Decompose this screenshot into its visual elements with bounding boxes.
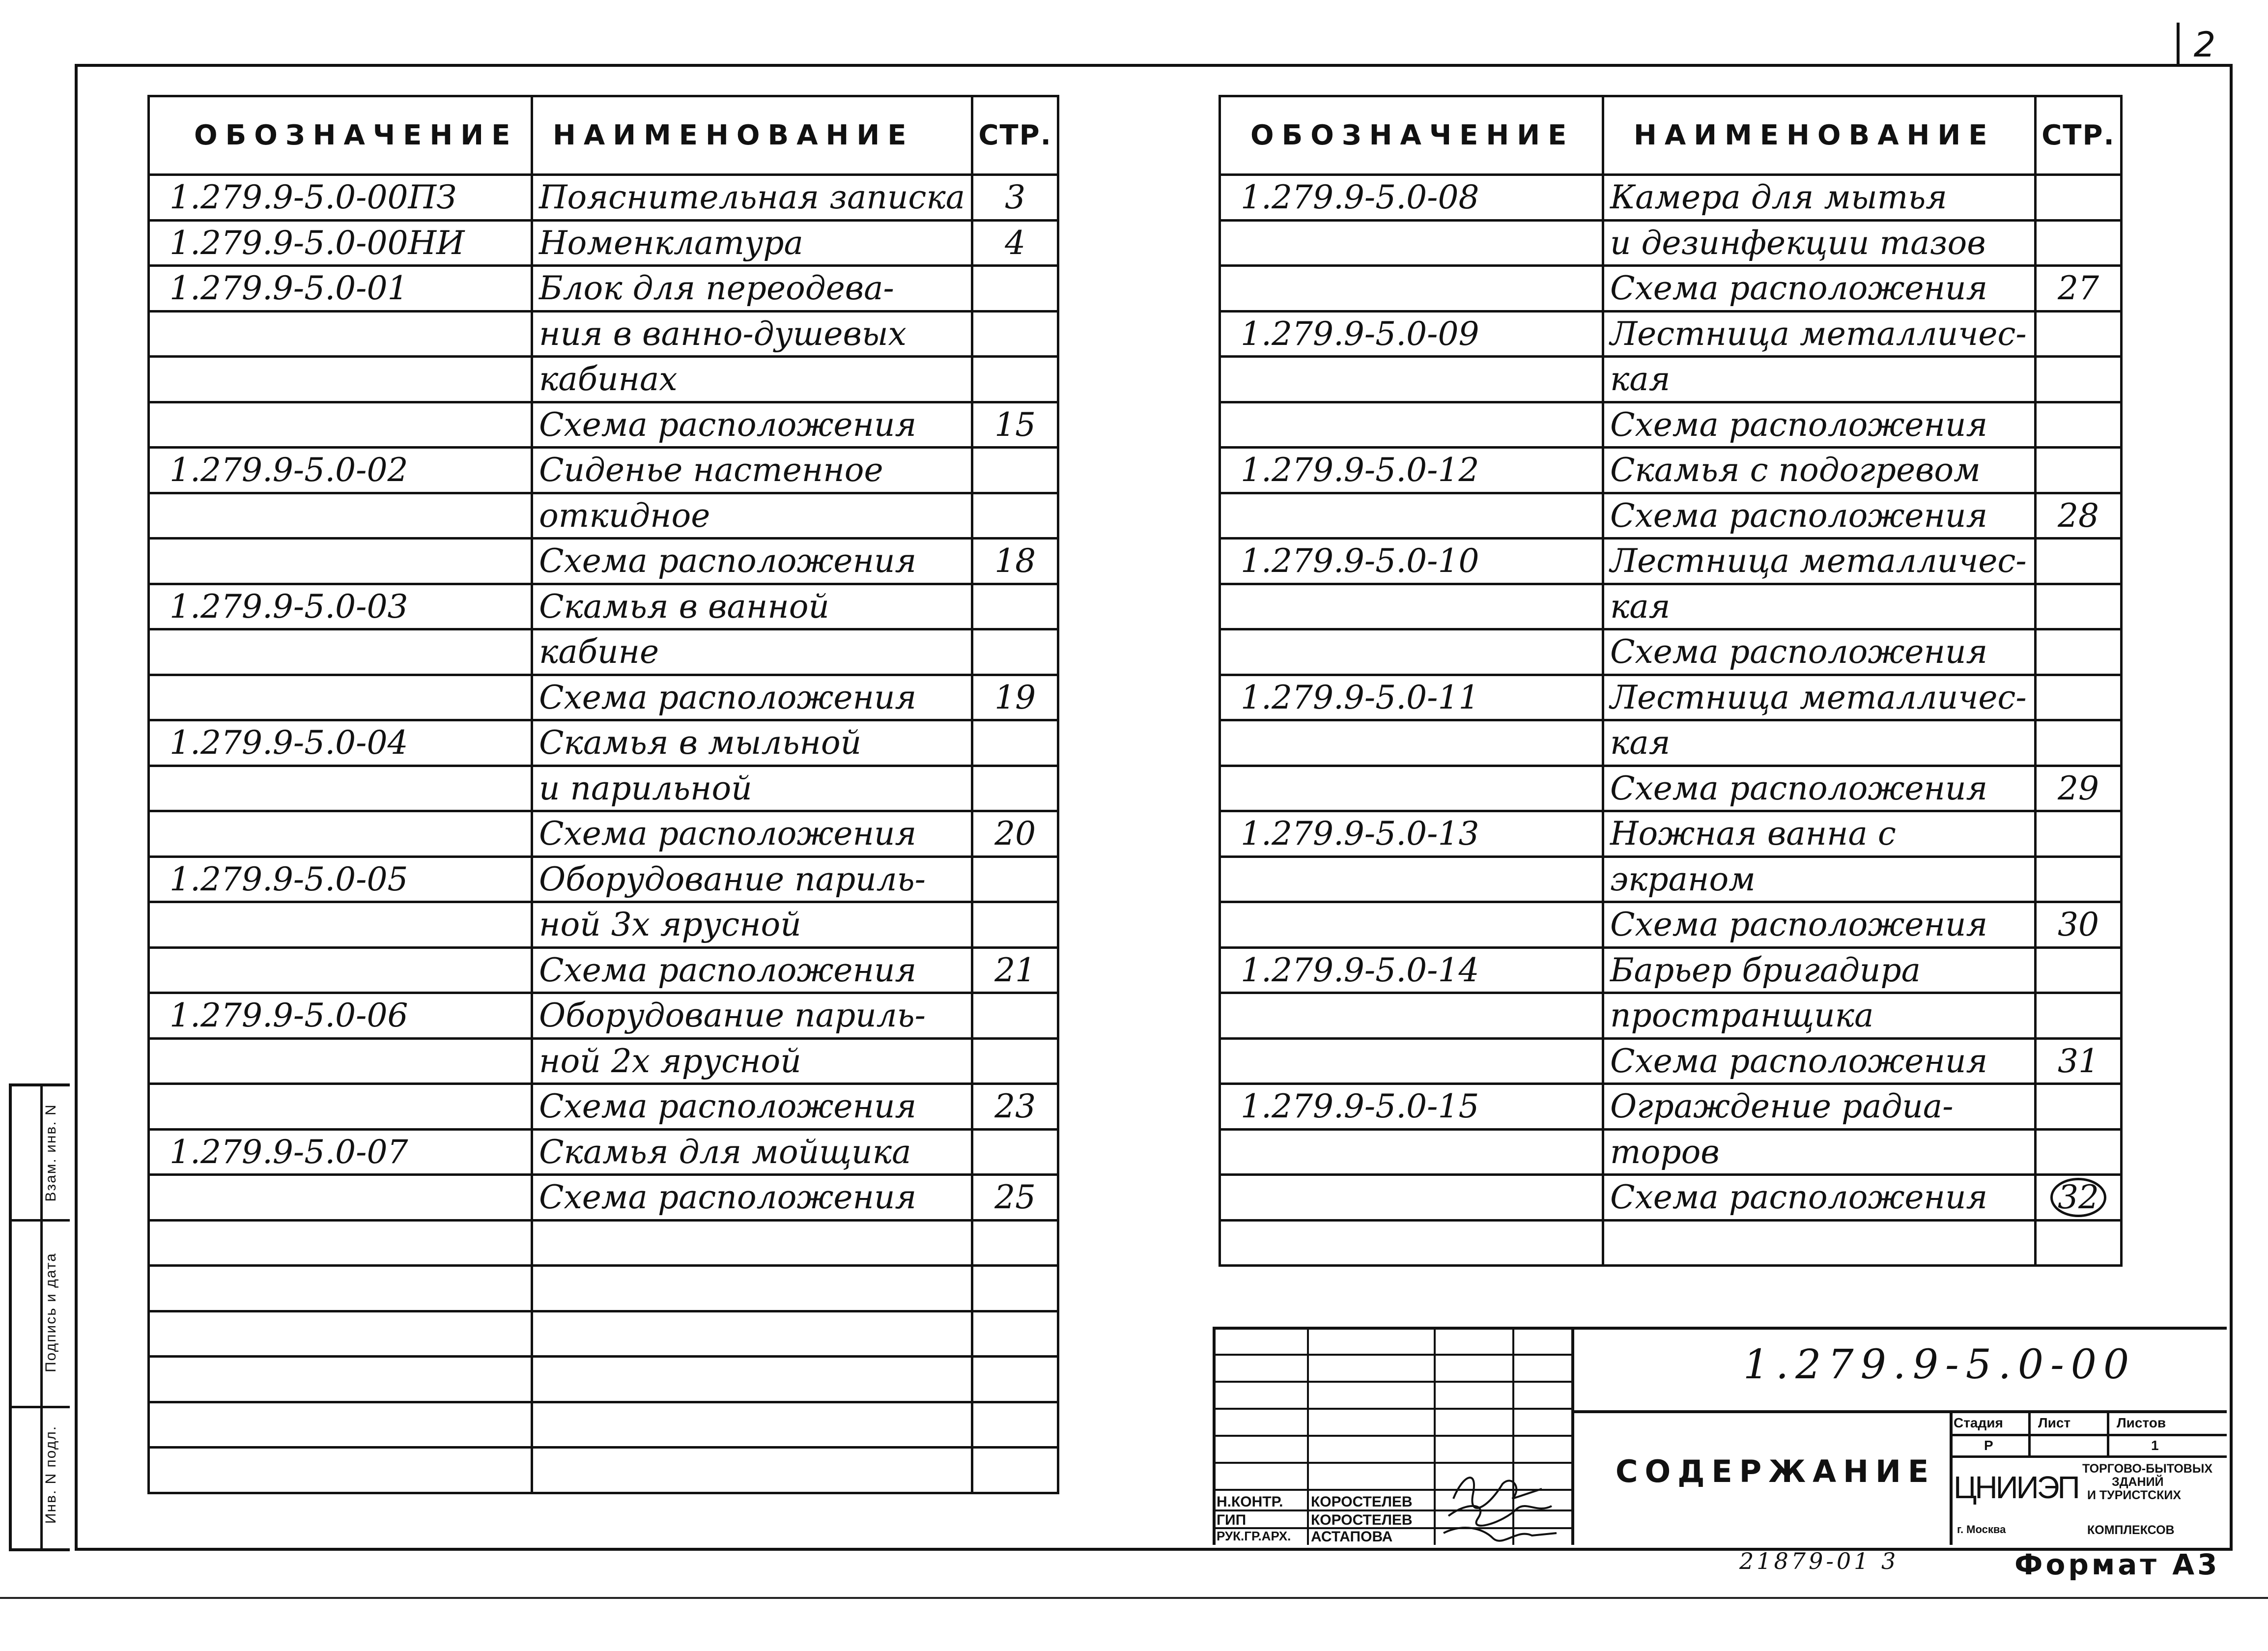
- table-row: [1220, 311, 2122, 357]
- sheet-value: 1: [2151, 1438, 2159, 1453]
- page-cell: [2036, 539, 2122, 584]
- bottom-rule: [0, 1597, 2268, 1599]
- designation-cell: 1.279.9-5.0-06: [149, 993, 532, 1039]
- name-cell: Ограждение радиа-: [1603, 1084, 2036, 1130]
- page-cell: [972, 1448, 1058, 1493]
- designation-cell: [1220, 220, 1603, 266]
- designation-cell: 1.279.9-5.0-09: [1220, 311, 1603, 357]
- designation-cell: [1220, 1038, 1603, 1084]
- designation-cell: [149, 1311, 532, 1357]
- name-cell: кая: [1603, 357, 2036, 402]
- org-desc-4: КОМПЛЕКСОВ: [2087, 1523, 2175, 1537]
- name-cell: кая: [1603, 584, 2036, 629]
- page-cell: [972, 357, 1058, 402]
- designation-cell: [1220, 1129, 1603, 1175]
- page-cell: [2036, 448, 2122, 493]
- table-row: [1220, 1038, 2122, 1084]
- table-row: [149, 1402, 1058, 1448]
- name-cell: кабине: [532, 629, 972, 675]
- name-cell: Номенклатура: [532, 220, 972, 266]
- designation-cell: [1220, 402, 1603, 448]
- table-row: [149, 766, 1058, 811]
- page-cell: 25: [972, 1175, 1058, 1221]
- page-cell: [2036, 675, 2122, 720]
- designation-cell: [1220, 856, 1603, 902]
- table-row: [149, 856, 1058, 902]
- table-row: [149, 1266, 1058, 1311]
- paper-format: Формат А3: [2014, 1548, 2220, 1581]
- name-cell: Камера для мытья: [1603, 175, 2036, 221]
- page-cell: 15: [972, 402, 1058, 448]
- page-cell: 30: [2036, 902, 2122, 948]
- name-cell: Оборудование париль-: [532, 993, 972, 1039]
- table-row: [1220, 402, 2122, 448]
- page-cell: [2036, 811, 2122, 857]
- page-cell: [972, 1357, 1058, 1402]
- side-strip: [9, 1083, 70, 1551]
- page-cell: 23: [972, 1084, 1058, 1130]
- name-cell: [532, 1402, 972, 1448]
- name-cell: Схема расположения: [532, 1084, 972, 1130]
- table-row: [1220, 1084, 2122, 1130]
- designation-cell: [149, 1357, 532, 1402]
- page-cell: [2036, 1220, 2122, 1266]
- designation-cell: 1.279.9-5.0-13: [1220, 811, 1603, 857]
- sig-role-2: ГИП: [1217, 1512, 1247, 1528]
- table-header-row: [149, 96, 1058, 175]
- designation-cell: 1.279.9-5.0-00ПЗ: [149, 175, 532, 221]
- page-cell: [2036, 629, 2122, 675]
- table-row: [149, 493, 1058, 539]
- name-cell: Схема расположения: [1603, 766, 2036, 811]
- table-row: [1220, 539, 2122, 584]
- table-row: [149, 1357, 1058, 1402]
- name-cell: Схема расположения: [1603, 1038, 2036, 1084]
- page-cell: 31: [2036, 1038, 2122, 1084]
- designation-cell: 1.279.9-5.0-08: [1220, 175, 1603, 221]
- designation-cell: [149, 1175, 532, 1221]
- page-cell: 27: [2036, 266, 2122, 312]
- page-cell: [972, 902, 1058, 948]
- name-cell: ной 2х ярусной: [532, 1038, 972, 1084]
- name-cell: Лестница металличес-: [1603, 539, 2036, 584]
- sig-name-1: КОРОСТЕЛЕВ: [1311, 1494, 1413, 1510]
- designation-cell: [1220, 902, 1603, 948]
- designation-cell: [149, 1448, 532, 1493]
- designation-cell: [1220, 993, 1603, 1039]
- name-cell: Лестница металличес-: [1603, 675, 2036, 720]
- name-cell: Схема расположения: [532, 402, 972, 448]
- name-cell: Ножная ванна с: [1603, 811, 2036, 857]
- page-cell: [2036, 220, 2122, 266]
- name-cell: торов: [1603, 1129, 2036, 1175]
- designation-cell: [1220, 766, 1603, 811]
- page-cell: [972, 720, 1058, 766]
- name-cell: [532, 1357, 972, 1402]
- designation-cell: [149, 357, 532, 402]
- designation-cell: [149, 539, 532, 584]
- name-cell: Лестница металличес-: [1603, 311, 2036, 357]
- org-city: г. Москва: [1957, 1523, 2006, 1536]
- handwritten-signatures: [1434, 1454, 1571, 1545]
- table-row: [149, 811, 1058, 857]
- table-row: [149, 1084, 1058, 1130]
- page-cell: [972, 993, 1058, 1039]
- archive-code: 21879-01 3: [1739, 1548, 1899, 1574]
- table-row: [1220, 1220, 2122, 1266]
- page-cell: [2036, 584, 2122, 629]
- table-row: [149, 311, 1058, 357]
- strip-signature-date-text: Подпись и дата: [43, 1252, 59, 1372]
- header-name: НАИМЕНОВАНИЕ: [532, 96, 972, 175]
- page-cell: [972, 856, 1058, 902]
- name-cell: [532, 1266, 972, 1311]
- table-row: [149, 220, 1058, 266]
- table-row: [1220, 766, 2122, 811]
- page-cell: [972, 493, 1058, 539]
- designation-cell: [1220, 493, 1603, 539]
- table-row: [1220, 266, 2122, 312]
- table-row: [1220, 720, 2122, 766]
- page-cell: 20: [972, 811, 1058, 857]
- document-title: СОДЕРЖАНИЕ: [1616, 1453, 1936, 1489]
- table-row: [149, 402, 1058, 448]
- designation-cell: 1.279.9-5.0-11: [1220, 675, 1603, 720]
- name-cell: Схема расположения: [1603, 1175, 2036, 1221]
- page-cell: [2036, 1175, 2122, 1221]
- name-cell: кабинах: [532, 357, 972, 402]
- page-cell: [2036, 311, 2122, 357]
- header-page: СТР.: [2036, 96, 2122, 175]
- page-cell: 29: [2036, 766, 2122, 811]
- name-cell: Схема расположения: [532, 947, 972, 993]
- designation-cell: [149, 902, 532, 948]
- name-cell: Схема расположения: [532, 1175, 972, 1221]
- table-header-row: [1220, 96, 2122, 175]
- table-row: [149, 1175, 1058, 1221]
- table-row: [149, 1311, 1058, 1357]
- sig-name-3: АСТАПОВА: [1311, 1529, 1393, 1545]
- name-cell: экраном: [1603, 856, 2036, 902]
- header-name: НАИМЕНОВАНИЕ: [1603, 96, 2036, 175]
- right-contents-table: [1219, 95, 2123, 1267]
- org-desc-2: ЗДАНИЙ: [2112, 1475, 2164, 1489]
- designation-cell: 1.279.9-5.0-10: [1220, 539, 1603, 584]
- sheet-label: Лист: [2038, 1415, 2071, 1430]
- table-row: [149, 993, 1058, 1039]
- name-cell: Схема расположения: [532, 675, 972, 720]
- name-cell: Скамья в ванной: [532, 584, 972, 629]
- designation-cell: 1.279.9-5.0-01: [149, 266, 532, 312]
- table-row: [1220, 357, 2122, 402]
- designation-cell: [149, 1402, 532, 1448]
- left-contents-table: [147, 95, 1059, 1494]
- name-cell: ния в ванно-душевых: [532, 311, 972, 357]
- page-cell: [972, 1129, 1058, 1175]
- table-row: [1220, 902, 2122, 948]
- designation-cell: 1.279.9-5.0-15: [1220, 1084, 1603, 1130]
- page-cell: [2036, 357, 2122, 402]
- designation-cell: [149, 311, 532, 357]
- name-cell: Скамья для мойщика: [532, 1129, 972, 1175]
- table-row: [149, 947, 1058, 993]
- sheets-label: Листов: [2117, 1415, 2166, 1430]
- designation-cell: [149, 766, 532, 811]
- name-cell: пространщика: [1603, 993, 2036, 1039]
- page-cell: [972, 448, 1058, 493]
- table-row: [1220, 1129, 2122, 1175]
- strip-inv-no: [12, 1406, 70, 1543]
- name-cell: и парильной: [532, 766, 972, 811]
- table-row: [149, 1129, 1058, 1175]
- page-cell: [972, 1311, 1058, 1357]
- header-page: СТР.: [972, 96, 1058, 175]
- designation-cell: 1.279.9-5.0-04: [149, 720, 532, 766]
- designation-cell: 1.279.9-5.0-02: [149, 448, 532, 493]
- table-row: [149, 448, 1058, 493]
- name-cell: [1603, 1220, 2036, 1266]
- table-row: [1220, 448, 2122, 493]
- designation-cell: [1220, 357, 1603, 402]
- page-cell: [2036, 993, 2122, 1039]
- page-cell: [972, 311, 1058, 357]
- designation-cell: 1.279.9-5.0-12: [1220, 448, 1603, 493]
- designation-cell: [1220, 720, 1603, 766]
- designation-cell: 1.279.9-5.0-03: [149, 584, 532, 629]
- table-row: [1220, 675, 2122, 720]
- sheet-number: [2177, 23, 2230, 67]
- page-cell: [2036, 175, 2122, 221]
- table-row: [1220, 629, 2122, 675]
- sig-name-2: КОРОСТЕЛЕВ: [1311, 1512, 1413, 1528]
- sig-role-3: РУК.ГР.АРХ.: [1217, 1529, 1291, 1543]
- designation-cell: [1220, 266, 1603, 312]
- designation-cell: [149, 402, 532, 448]
- name-cell: Схема расположения: [532, 811, 972, 857]
- name-cell: Оборудование париль-: [532, 856, 972, 902]
- name-cell: Сиденье настенное: [532, 448, 972, 493]
- name-cell: Схема расположения: [1603, 402, 2036, 448]
- table-row: [149, 1448, 1058, 1493]
- page-cell: 21: [972, 947, 1058, 993]
- designation-cell: [149, 1220, 532, 1266]
- designation-cell: 1.279.9-5.0-14: [1220, 947, 1603, 993]
- name-cell: Барьер бригадира: [1603, 947, 2036, 993]
- name-cell: [532, 1220, 972, 1266]
- strip-inv-no-text: Инв. N подл.: [43, 1425, 59, 1524]
- table-row: [1220, 584, 2122, 629]
- table-row: [1220, 1175, 2122, 1221]
- page-cell: [972, 584, 1058, 629]
- name-cell: Схема расположения: [1603, 266, 2036, 312]
- page-cell: 4: [972, 220, 1058, 266]
- table-row: [1220, 856, 2122, 902]
- designation-cell: [149, 947, 532, 993]
- designation-cell: [149, 1266, 532, 1311]
- sheet-number-text: 2: [2193, 25, 2216, 65]
- page-cell: [972, 629, 1058, 675]
- page-cell: [972, 266, 1058, 312]
- name-cell: Схема расположения: [1603, 902, 2036, 948]
- name-cell: Пояснительная записка: [532, 175, 972, 221]
- header-designation: ОБОЗНАЧЕНИЕ: [1220, 96, 1603, 175]
- page-cell: [2036, 947, 2122, 993]
- circled-page-number: 32: [2050, 1178, 2106, 1217]
- stage-label: Стадия: [1954, 1415, 2003, 1430]
- designation-cell: 1.279.9-5.0-07: [149, 1129, 532, 1175]
- page-cell: [2036, 1129, 2122, 1175]
- designation-cell: 1.279.9-5.0-05: [149, 856, 532, 902]
- sig-role-1: Н.КОНТР.: [1217, 1494, 1283, 1510]
- strip-replaced-inv-text: Взам. инв. N: [43, 1104, 59, 1202]
- page-cell: [2036, 402, 2122, 448]
- table-row: [1220, 993, 2122, 1039]
- name-cell: Схема расположения: [1603, 629, 2036, 675]
- page-cell: [972, 1220, 1058, 1266]
- page-cell: 28: [2036, 493, 2122, 539]
- page-cell: [972, 1402, 1058, 1448]
- table-row: [149, 902, 1058, 948]
- page-cell: 19: [972, 675, 1058, 720]
- name-cell: [532, 1311, 972, 1357]
- name-cell: Схема расположения: [1603, 493, 2036, 539]
- designation-cell: [149, 493, 532, 539]
- table-row: [1220, 220, 2122, 266]
- strip-replaced-inv: [12, 1086, 70, 1222]
- table-row: [1220, 811, 2122, 857]
- name-cell: Скамья с подогревом: [1603, 448, 2036, 493]
- table-row: [149, 584, 1058, 629]
- table-row: [149, 1038, 1058, 1084]
- page-cell: 18: [972, 539, 1058, 584]
- designation-cell: [149, 675, 532, 720]
- table-row: [149, 539, 1058, 584]
- page-cell: [972, 766, 1058, 811]
- designation-cell: [149, 811, 532, 857]
- org-desc-3: И ТУРИСТСКИХ: [2087, 1488, 2182, 1502]
- page-cell: [972, 1266, 1058, 1311]
- table-row: [149, 675, 1058, 720]
- document-code: 1.279.9-5.0-00: [1743, 1341, 2136, 1388]
- table-row: [1220, 947, 2122, 993]
- designation-cell: [149, 629, 532, 675]
- table-row: [149, 1220, 1058, 1266]
- name-cell: Блок для переодева-: [532, 266, 972, 312]
- strip-signature-date: [12, 1219, 70, 1408]
- table-row: [149, 629, 1058, 675]
- name-cell: откидное: [532, 493, 972, 539]
- designation-cell: [1220, 584, 1603, 629]
- designation-cell: [1220, 1175, 1603, 1221]
- table-row: [149, 357, 1058, 402]
- table-row: [1220, 175, 2122, 221]
- name-cell: Скамья в мыльной: [532, 720, 972, 766]
- page-cell: [972, 1038, 1058, 1084]
- page-cell: [2036, 1084, 2122, 1130]
- page-cell: 3: [972, 175, 1058, 221]
- table-row: [1220, 493, 2122, 539]
- page-cell: [2036, 856, 2122, 902]
- designation-cell: [149, 1038, 532, 1084]
- page-cell: [2036, 720, 2122, 766]
- designation-cell: 1.279.9-5.0-00НИ: [149, 220, 532, 266]
- header-designation: ОБОЗНАЧЕНИЕ: [149, 96, 532, 175]
- name-cell: [532, 1448, 972, 1493]
- name-cell: кая: [1603, 720, 2036, 766]
- name-cell: и дезинфекции тазов: [1603, 220, 2036, 266]
- stage-value: Р: [1984, 1438, 1993, 1453]
- name-cell: ной 3х ярусной: [532, 902, 972, 948]
- title-block: [1213, 1327, 2227, 1545]
- table-row: [149, 266, 1058, 312]
- table-row: [149, 175, 1058, 221]
- designation-cell: [1220, 629, 1603, 675]
- designation-cell: [1220, 1220, 1603, 1266]
- designation-cell: [149, 1084, 532, 1130]
- table-row: [149, 720, 1058, 766]
- org-desc-1: ТОРГОВО-БЫТОВЫХ: [2082, 1462, 2213, 1476]
- name-cell: Схема расположения: [532, 539, 972, 584]
- org-name: ЦНИИЭП: [1954, 1470, 2078, 1505]
